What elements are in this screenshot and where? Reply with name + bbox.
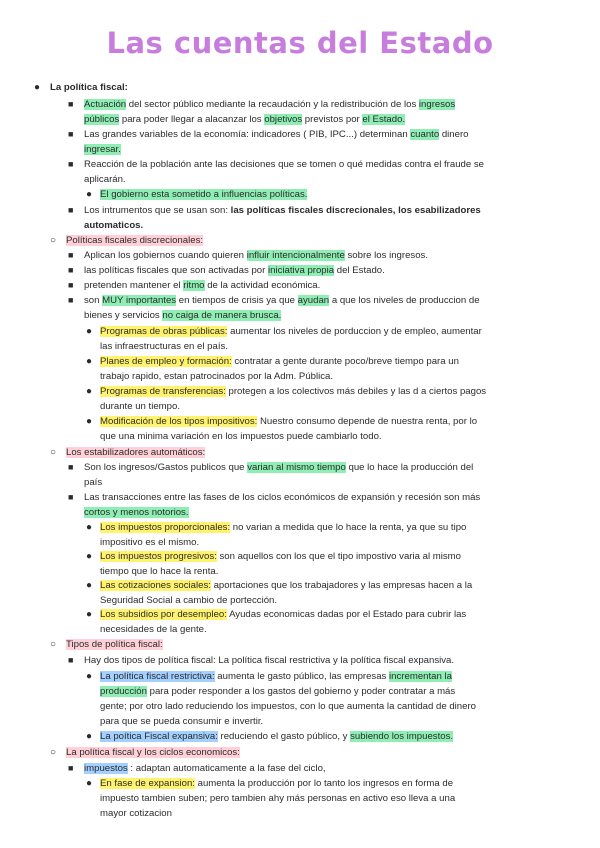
text: son <box>84 295 103 306</box>
sub-item <box>0 578 600 607</box>
section-estabilizadores <box>0 445 600 460</box>
text: previstos por <box>302 114 363 125</box>
list-item <box>0 203 600 233</box>
bullet-dot: ● <box>86 580 93 591</box>
bullet-square: ■ <box>68 99 74 109</box>
highlight: influir intencionalmente <box>246 250 345 261</box>
highlight: La política fiscal restrictiva: <box>100 671 215 682</box>
text: reduciendo el gasto público, y <box>217 731 351 742</box>
notes-body <box>0 80 600 821</box>
highlight: no caiga de manera brusca. <box>162 310 282 321</box>
text: en tiempos de crisis ya que <box>176 295 298 306</box>
text: Reacción de la población ante las decisiones que se tomen o qué medidas contra el fraude se <box>84 159 484 170</box>
highlight: ingresos <box>418 99 456 110</box>
list-item <box>0 761 600 776</box>
bullet-circle: ○ <box>50 447 57 458</box>
bullet-dot: ● <box>86 778 93 789</box>
text: Las transacciones entre las fases de los ciclos económicos de expansión y recesión son más <box>84 492 481 503</box>
sub-item <box>0 520 600 549</box>
text: de la actividad económica. <box>204 280 321 291</box>
sub-item <box>0 607 600 637</box>
text: impositivo es el mismo. <box>100 537 200 548</box>
bullet-square: ■ <box>68 129 74 139</box>
text: a que los niveles de produccion de <box>329 295 480 306</box>
highlight: incrementan la <box>389 671 452 682</box>
section-politica-fiscal <box>0 80 600 97</box>
text: Seguridad Social a cambio de portección. <box>100 595 278 606</box>
sub-item <box>0 414 600 445</box>
highlight: iniciativa propia <box>267 265 335 276</box>
highlight: ingresar. <box>84 144 121 155</box>
text: aumenta la producción por lo tanto los ingresos en forma de <box>194 778 454 789</box>
text: necesidades de la gente. <box>100 624 207 635</box>
sub-item <box>0 324 600 354</box>
text: Las grandes variables de la economía: indicadores ( PIB, IPC...) determinan <box>84 129 411 140</box>
text: Nuestro consumo depende de nuestra renta, por lo <box>257 416 478 427</box>
highlight: Los subsidios por desempleo: <box>100 609 227 620</box>
text: protegen a los colectivos más debiles y las d a ciertos pagos <box>225 386 487 397</box>
text: contratar a gente durante poco/breve tiempo para un <box>231 356 459 367</box>
text: para que se pueda consumir e invertir. <box>100 716 264 727</box>
highlight: Actuación <box>84 99 127 110</box>
bullet-dot: ● <box>34 82 41 93</box>
text: para poder llegar a alacanzar los <box>119 114 265 125</box>
highlight: el Estado. <box>362 114 406 125</box>
highlight: El gobierno esta sometido a influencias políticas. <box>100 189 308 200</box>
section-tipos <box>0 637 600 653</box>
highlight: objetivos <box>264 114 303 125</box>
bullet-square: ■ <box>68 462 74 472</box>
text: Son los ingresos/Gastos publicos que <box>84 462 248 473</box>
text: del Estado. <box>334 265 385 276</box>
sub-item <box>0 187 600 203</box>
text: gente; por otro lado reduciendo los impuestos, con lo que aumenta la cantidad de dinero <box>100 701 477 712</box>
text: trabajo rapido, estan patrocinados por la Adm. Pública. <box>100 371 334 382</box>
highlight: La poítica Fiscal expansiva: <box>100 731 218 742</box>
text: mayor cotizacion <box>100 808 172 819</box>
list-item <box>0 490 600 520</box>
text: que una minima variación en los impuestos puede cambiarlo todo. <box>100 431 382 442</box>
list-item <box>0 460 600 490</box>
text: aumenta le gasto público, las empresas <box>214 671 390 682</box>
bullet-circle: ○ <box>50 235 57 246</box>
bullet-square: ■ <box>68 205 74 215</box>
sub-item <box>0 354 600 384</box>
bullet-dot: ● <box>86 731 93 742</box>
list-item <box>0 293 600 324</box>
text: las políticas fiscales que son activadas por <box>84 265 268 276</box>
highlight: Los impuestos proporcionales: <box>100 522 231 533</box>
highlight: En fase de expansion: <box>100 778 195 789</box>
highlight: Los impuestos progresivos: <box>100 551 217 562</box>
page-title: Las cuentas del Estado <box>106 26 494 60</box>
section-heading: Tipos de política fiscal: <box>66 639 163 650</box>
text: : adaptan automaticamente a la fase del ciclo, <box>127 763 326 774</box>
bullet-square: ■ <box>68 250 74 260</box>
text: Ayudas economicas dadas por el Estado para cubrir las <box>226 609 467 620</box>
text: no varian a medida que lo hace la renta, ya que su tipo <box>230 522 467 533</box>
bullet-dot: ● <box>86 326 93 337</box>
highlight: subiendo los impuestos. <box>350 731 454 742</box>
section-heading: Políticas fiscales discrecionales: <box>66 235 204 246</box>
highlight: varian al mismo tiempo <box>247 462 346 473</box>
highlight: Programas de obras públicas: <box>100 326 228 337</box>
bullet-dot: ● <box>86 551 93 562</box>
text: aumentar los niveles de porduccion y de empleo, aumentar <box>227 326 482 337</box>
text: que lo hace la producción del <box>345 462 474 473</box>
text: del sector público mediante la recaudación y la redistribución de los <box>126 99 419 110</box>
text: las políticas fiscales discrecionales, los esabilizadores <box>230 205 481 216</box>
section-ciclos <box>0 745 600 761</box>
highlight: MUY importantes <box>102 295 177 306</box>
text: bienes y servicios <box>84 310 163 321</box>
highlight: Las cotizaciones sociales: <box>100 580 211 591</box>
text: sobre los ingresos. <box>344 250 429 261</box>
text: aportaciones que los trabajadores y las empresas hacen a la <box>210 580 473 591</box>
text: Aplican los gobiernos cuando quieren <box>84 250 247 261</box>
section-heading: Los estabilizadores automáticos: <box>66 447 206 458</box>
text: tiempo que lo hace la renta. <box>100 566 219 577</box>
list-item <box>0 157 600 187</box>
sub-item <box>0 729 600 745</box>
highlight: cortos y menos notorios. <box>84 507 189 518</box>
highlight: Planes de empleo y formación: <box>100 356 232 367</box>
text: pretenden mantener el <box>84 280 184 291</box>
list-item <box>0 278 600 293</box>
sub-item <box>0 549 600 578</box>
list-item <box>0 653 600 669</box>
list-item <box>0 263 600 278</box>
text: Hay dos tipos de política fiscal: La política fiscal restrictiva y la política fiscal expansiva. <box>84 655 455 666</box>
bullet-square: ■ <box>68 265 74 275</box>
highlight: cuanto <box>410 129 440 140</box>
list-item <box>0 127 600 157</box>
text: automaticos. <box>84 220 144 231</box>
text: aplicarán. <box>84 174 126 185</box>
text: durante un tiempo. <box>100 401 181 412</box>
bullet-dot: ● <box>86 386 93 397</box>
highlight: ritmo <box>183 280 205 291</box>
bullet-square: ■ <box>68 655 74 665</box>
highlight: ayudan <box>297 295 330 306</box>
highlight: públicos <box>84 114 120 125</box>
text: las infraestructuras en el país. <box>100 341 228 352</box>
highlight: Modificación de los tipos impositivos: <box>100 416 258 427</box>
text: para poder responder a los gastos del gobierno y poder contratar a más <box>146 686 456 697</box>
bullet-dot: ● <box>86 609 93 620</box>
bullet-square: ■ <box>68 280 74 290</box>
text: son aquellos con los que el tipo impostivo varia al mismo <box>216 551 462 562</box>
section-heading: La política fiscal: <box>50 82 128 93</box>
text: impuesto tambien suben; pero tambien ahy más personas en activo eso lleva a una <box>100 793 456 804</box>
text: país <box>84 477 103 488</box>
bullet-square: ■ <box>68 492 74 502</box>
sub-item <box>0 669 600 729</box>
bullet-circle: ○ <box>50 639 57 650</box>
bullet-dot: ● <box>86 671 93 682</box>
bullet-square: ■ <box>68 159 74 169</box>
list-item <box>0 97 600 127</box>
sub-item <box>0 776 600 821</box>
text: dinero <box>439 129 469 140</box>
section-discrecionales <box>0 233 600 248</box>
list-item <box>0 248 600 263</box>
bullet-circle: ○ <box>50 747 57 758</box>
highlight: producción <box>100 686 147 697</box>
bullet-dot: ● <box>86 189 93 200</box>
bullet-dot: ● <box>86 416 93 427</box>
section-heading: La política fiscal y los ciclos economicos: <box>66 747 240 758</box>
text: Los intrumentos que se usan son: <box>84 205 231 216</box>
sub-item <box>0 384 600 414</box>
bullet-dot: ● <box>86 356 93 367</box>
highlight: Programas de transferencias: <box>100 386 226 397</box>
highlight: impuestos <box>84 763 128 774</box>
bullet-dot: ● <box>86 522 93 533</box>
bullet-square: ■ <box>68 763 74 773</box>
bullet-square: ■ <box>68 295 74 305</box>
